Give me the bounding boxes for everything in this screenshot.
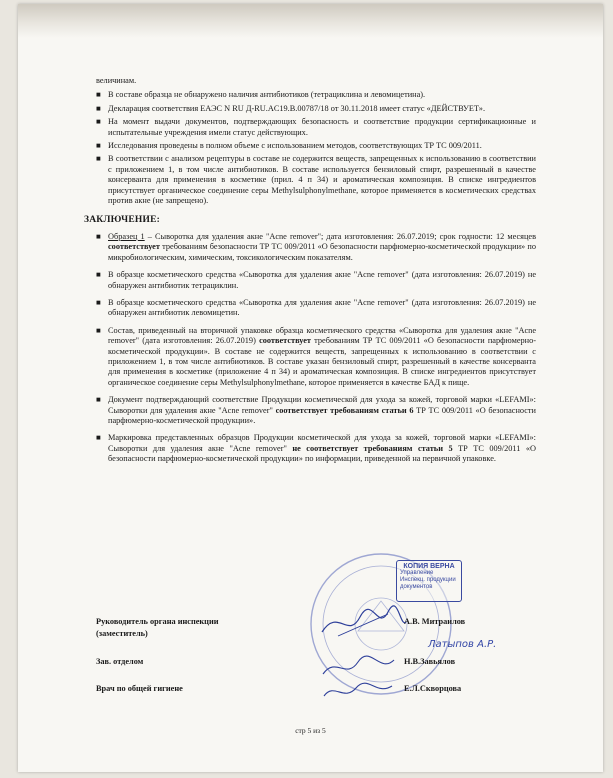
conclusion-item: ■ Состав, приведенный на вторичной упаковке образца косметического средства «Сыворотка для удаления акне "Acne remover" (дата изготовления: 26.07.2019) соответствует требованиям ТР ТС 009/2011 «О безопасности парфюмерно-косметической продукции». В составе не содержится веществ, запрещенных к использованию в соответствии с приложением 1, в том числе антибиотиков. В составе указан бензиловый спирт, разрешенный в качестве консерванта для применения в косметике (приложение 4 п 34) и ароматическая композиция. В списке ингредиентов присутствует органическое соединение серы Methylsulphonylmethane, которое применяется в качестве БАД к пище. xyxy=(96,325,537,387)
signer-2-title: Зав. отделом xyxy=(96,657,144,666)
signature-1 xyxy=(318,602,408,642)
scan-top-edge xyxy=(18,4,603,38)
signature-3 xyxy=(318,676,398,706)
page-number: стр 5 из 5 xyxy=(295,726,326,735)
document-page xyxy=(18,4,603,772)
signer-2-name: Н.В.Завьялов xyxy=(404,657,456,666)
signer-3-title: Врач по общей гигиене xyxy=(96,684,183,693)
conclusion-heading: ЗАКЛЮЧЕНИЕ: xyxy=(84,215,160,226)
copy-stamp: КОПИЯ ВЕРНА Управление Инспекц. продукции документов xyxy=(396,560,462,602)
conclusion-item: ■ Документ подтверждающий соответствие Продукции косметической для ухода за кожей, торговой марки «LEFAMI»: Сыворотки для удаления акне "Acne remover" соответствует требованиям статьи 6 ТР ТС 009/2011 «О безопасности парфюмерно-косметической продукции». xyxy=(96,395,536,425)
document-body xyxy=(84,76,537,472)
list-item: ■ На момент выдачи документов, подтверждающих безопасность и соответствие продукции сертификационные и испытательные учреждения имели статус действующих. xyxy=(96,117,536,137)
list-item: ■ Исследования проведены в полном объеме с использованием методов, соответствующих ТР ТС 009/2011. xyxy=(96,141,482,151)
conclusion-item: ■ В образце косметического средства «Сыворотка для удаления акне "Acne remover" (дата изготовления: 26.07.2019) не обнаружен антибиотик левомицетин. xyxy=(96,297,536,318)
list-item: ■ В составе образца не обнаружено наличия антибиотиков (тетрациклина и левомицетина). xyxy=(96,90,426,100)
signer-3-name: Е.Л.Скворцова xyxy=(404,684,462,693)
intro-tail: величинам. xyxy=(96,76,137,85)
handwritten-name: Латыпов А.Р. xyxy=(428,639,497,650)
list-item: ■ В соответствии с анализом рецептуры в составе не содержится веществ, запрещенных к использованию в соответствии с приложением 1, в том числе антибиотиков. В составе используется бензиловый спирт, разрешенный в качестве консерванта для применения в косметике (прил. 4 п 34) и ароматическая композиция. В списке ингредиентов присутствует органическое соединение серы Methylsulphonylmethane, которое применяется в косметических средствах против акне (не запрещено). xyxy=(96,154,536,206)
conclusion-item: ■ Образец 1 – Сыворотка для удаления акне "Acne remover"; дата изготовления: 26.07.2019; срок годности: 12 месяцев соответствует требованиям безопасности ТР ТС 009/2011 «О безопасности парфюмерно-косметической продукции» по микробиологическим, химическим, токсикологическим показателям. xyxy=(96,231,536,262)
signer-1-title: Руководитель органа инспекции (заместитель) xyxy=(96,617,219,638)
list-item: ■ Декларация соответствия ЕАЭС N RU Д-RU.AC19.B.00787/18 от 30.11.2018 имеет статус «ДЕЙСТВУЕТ». xyxy=(96,103,486,113)
conclusion-item: ■ Маркировка представленных образцов Продукции косметической для ухода за кожей, торговой марки «LEFAMI»: Сыворотки для удаления акне "Acne remover" не соответствует требованиям статьи 5 ТР ТС 009/2011 «О безопасности парфюмерно-косметической продукции» по информации, приведенной на первичной упаковке. xyxy=(96,433,537,464)
signer-1-name: А.В. Митраилов xyxy=(404,617,466,626)
conclusion-item: ■ В образце косметического средства «Сыворотка для удаления акне "Acne remover" (дата изготовления: 26.07.2019) не обнаружен антибиотик тетрациклин. xyxy=(96,270,536,290)
